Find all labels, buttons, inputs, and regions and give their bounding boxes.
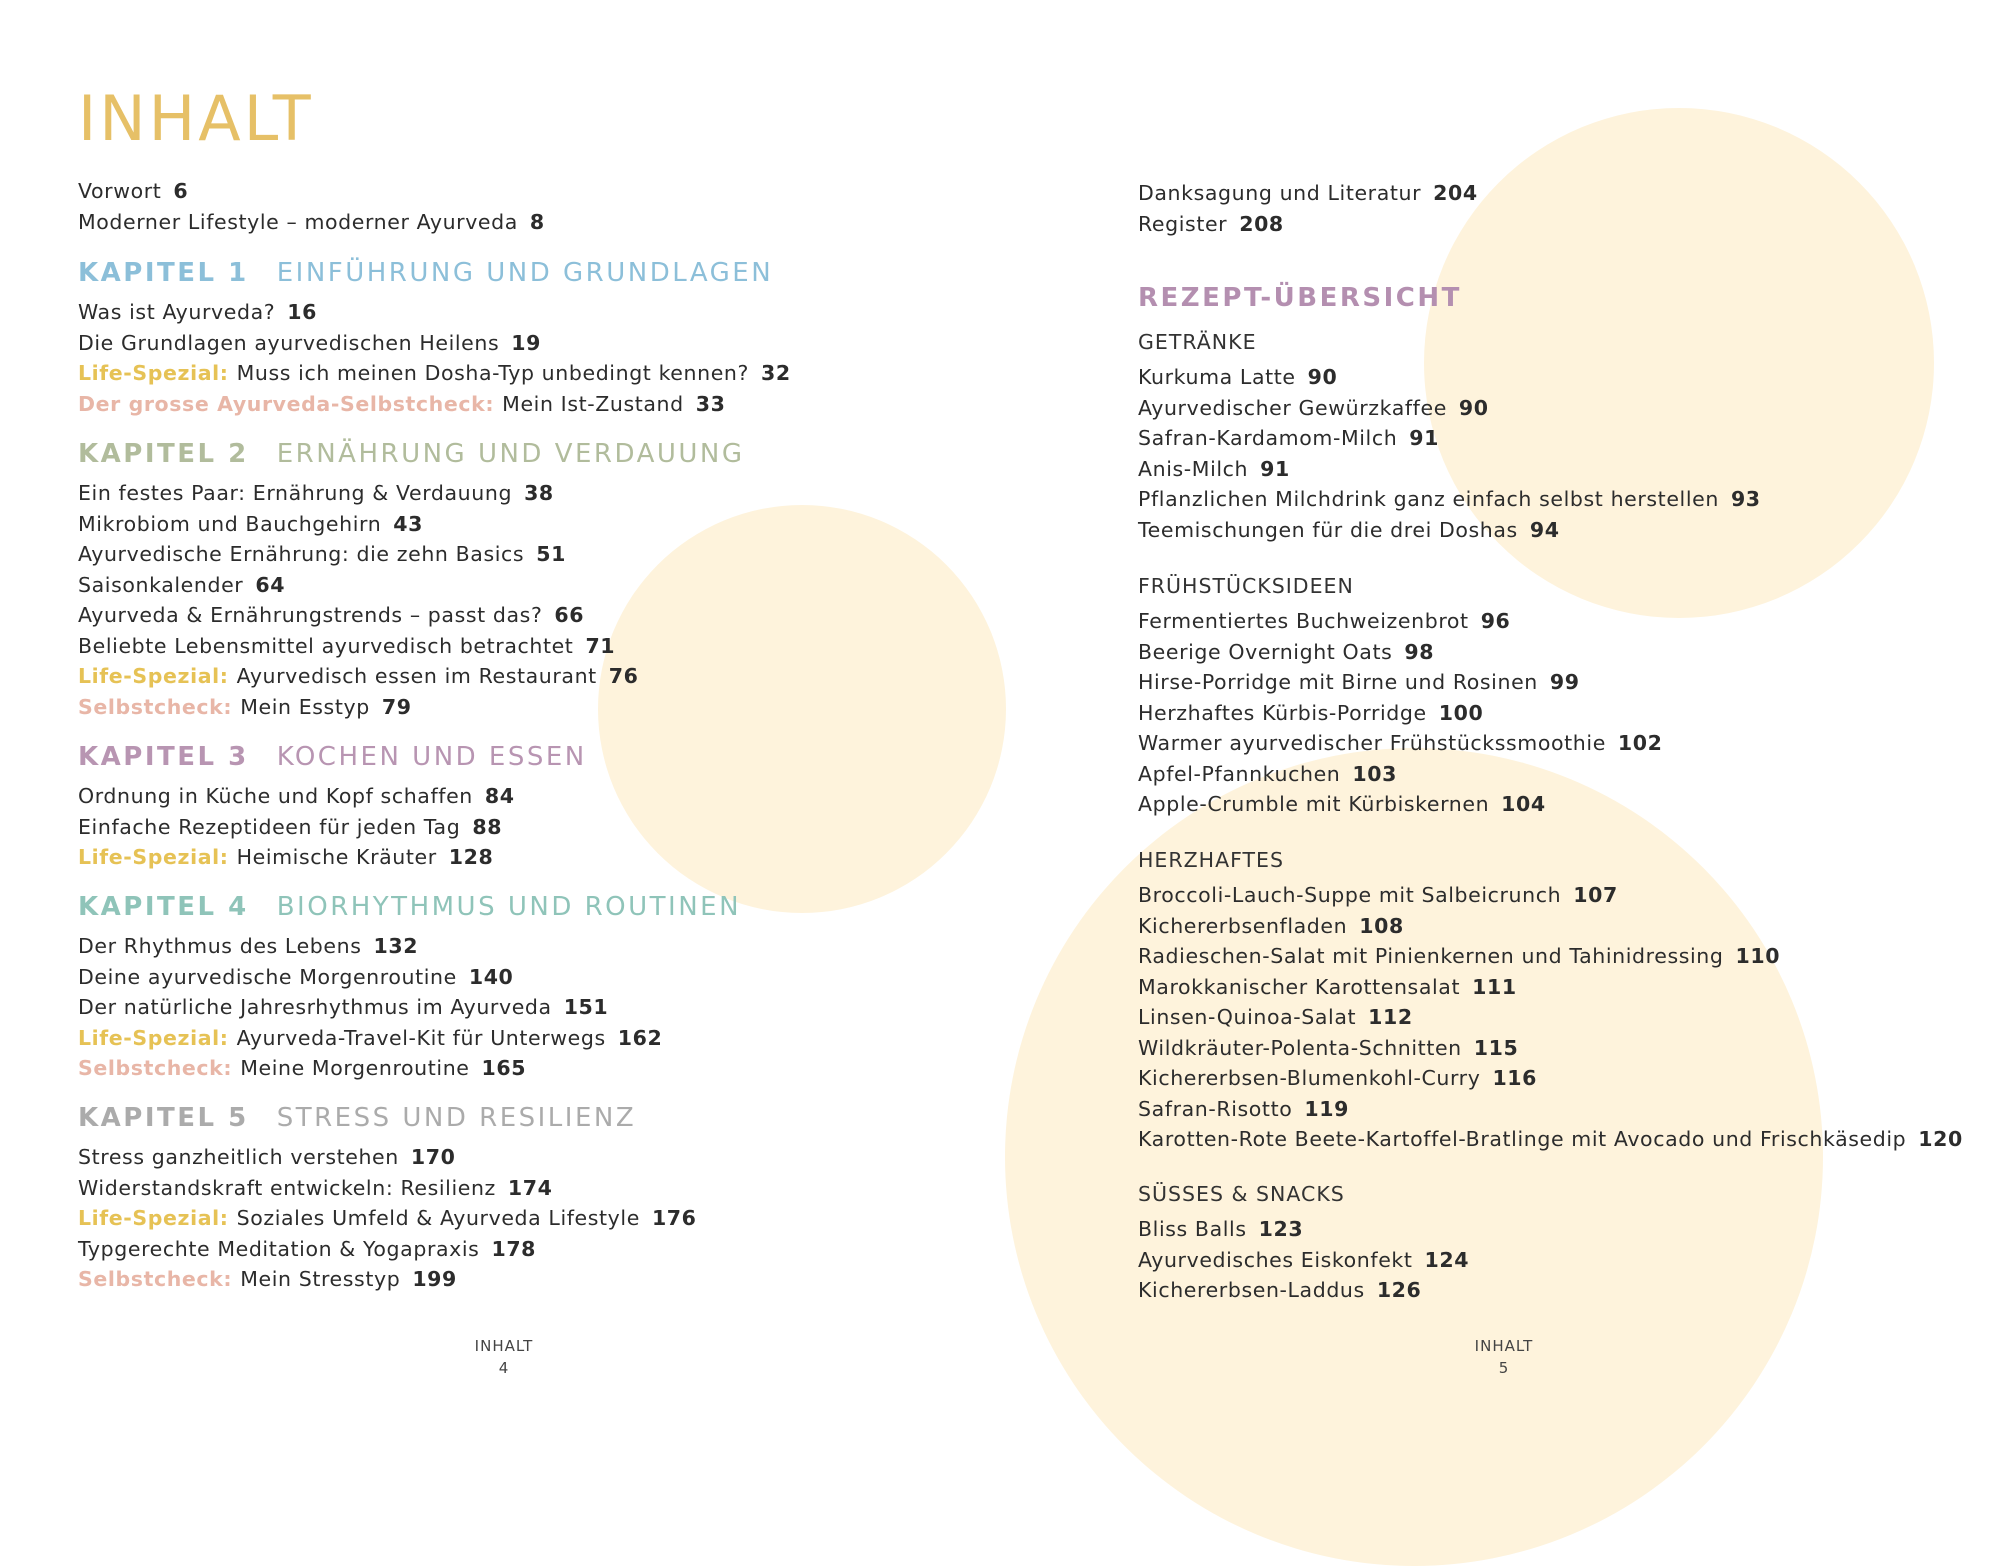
toc-entry[interactable]: Warmer ayurvedischer Frühstückssmoothie 102 [1138, 731, 1663, 755]
toc-entry[interactable]: Life-Spezial: Heimische Kräuter 128 [78, 845, 494, 869]
recipe-category [1138, 844, 1963, 1155]
page-number: 5 [1498, 1359, 1510, 1377]
chapter-heading[interactable]: KAPITEL 4 BIORHYTHMUS UND ROUTINEN [78, 892, 742, 922]
life-spezial-label: Life-Spezial: [78, 361, 229, 385]
toc-entry[interactable]: Hirse-Porridge mit Birne und Rosinen 99 [1138, 670, 1580, 694]
toc-entry[interactable]: Danksagung und Literatur 204 [1138, 181, 1478, 205]
recipe-category [1138, 1178, 1469, 1306]
toc-entry[interactable]: Herzhaftes Kürbis-Porridge 100 [1138, 700, 1484, 725]
toc-entry[interactable]: Die Grundlagen ayurvedischen Heilens 19 [78, 330, 541, 355]
toc-entry[interactable]: Deine ayurvedische Morgenroutine 140 [78, 964, 514, 989]
toc-entry[interactable]: Linsen-Quinoa-Salat 112 [1138, 1005, 1413, 1029]
toc-entry[interactable]: Saisonkalender 64 [78, 572, 286, 597]
toc-entry[interactable]: Apfel-Pfannkuchen 103 [1138, 761, 1397, 786]
life-spezial-label: Life-Spezial: [78, 664, 229, 688]
toc-entry[interactable]: Kichererbsen-Laddus 126 [1138, 1278, 1422, 1302]
page-number: 4 [498, 1359, 510, 1377]
category-heading: GETRÄNKE [1138, 330, 1257, 354]
life-spezial-label: Life-Spezial: [78, 845, 229, 869]
toc-entry[interactable]: Einfache Rezeptideen für jeden Tag 88 [78, 814, 503, 839]
intro-list [1138, 178, 1478, 239]
selbstcheck-label: Selbstcheck: [78, 694, 233, 719]
toc-entry[interactable]: Kichererbsenfladen 108 [1138, 913, 1404, 938]
toc-entry[interactable]: Stress ganzheitlich verstehen 170 [78, 1145, 456, 1169]
toc-entry[interactable]: Moderner Lifestyle – moderner Ayurveda 8 [78, 209, 545, 234]
recipe-overview-title: REZEPT-ÜBERSICHT [1138, 283, 1462, 313]
recipe-category [1138, 326, 1761, 545]
chapter-2 [78, 434, 745, 722]
chapter-heading[interactable]: KAPITEL 3 KOCHEN UND ESSEN [78, 742, 587, 772]
toc-entry[interactable]: Der grosse Ayurveda-Selbstcheck: Mein Ist-Zustand 33 [78, 391, 726, 416]
toc-entry[interactable]: Radieschen-Salat mit Pinienkernen und Tahinidressing 110 [1138, 944, 1781, 968]
toc-entry[interactable]: Beliebte Lebensmittel ayurvedisch betrachtet 71 [78, 633, 616, 658]
toc-entry[interactable]: Selbstcheck: Mein Esstyp 79 [78, 694, 412, 719]
toc-entry[interactable]: Anis-Milch 91 [1138, 456, 1290, 481]
page-footer-left [404, 1335, 604, 1379]
toc-entry[interactable]: Teemischungen für die drei Doshas 94 [1138, 517, 1560, 542]
toc-entry[interactable]: Life-Spezial: Ayurvedisch essen im Restaurant 76 [78, 664, 639, 688]
life-spezial-label: Life-Spezial: [78, 1025, 229, 1050]
toc-entry[interactable]: Pflanzlichen Milchdrink ganz einfach selbst herstellen 93 [1138, 487, 1761, 511]
chapter-1 [78, 253, 791, 419]
toc-entry[interactable]: Vorwort 6 [78, 179, 189, 203]
toc-entry[interactable]: Selbstcheck: Mein Stresstyp 199 [78, 1267, 457, 1291]
toc-entry[interactable]: Karotten-Rote Beete-Kartoffel-Bratlinge mit Avocado und Frischkäsedip 120 [1138, 1127, 1963, 1151]
page-title: INHALT [78, 82, 314, 155]
toc-entry[interactable]: Der natürliche Jahresrhythmus im Ayurveda 151 [78, 995, 609, 1019]
toc-entry[interactable]: Ordnung in Küche und Kopf schaffen 84 [78, 784, 515, 808]
toc-entry[interactable]: Broccoli-Lauch-Suppe mit Salbeicrunch 107 [1138, 883, 1618, 907]
toc-entry[interactable]: Register 208 [1138, 211, 1284, 236]
footer-label: INHALT [1474, 1337, 1534, 1355]
toc-entry[interactable]: Marokkanischer Karottensalat 111 [1138, 974, 1517, 999]
toc-entry[interactable]: Beerige Overnight Oats 98 [1138, 639, 1435, 664]
page-footer-right [1404, 1335, 1604, 1379]
toc-entry[interactable]: Ein festes Paar: Ernährung & Verdauung 38 [78, 481, 554, 505]
chapter-4 [78, 887, 741, 1084]
toc-entry[interactable]: Der Rhythmus des Lebens 132 [78, 934, 419, 958]
toc-entry[interactable]: Bliss Balls 123 [1138, 1217, 1304, 1241]
toc-entry[interactable]: Fermentiertes Buchweizenbrot 96 [1138, 609, 1511, 633]
toc-entry[interactable]: Life-Spezial: Muss ich meinen Dosha-Typ unbedingt kennen? 32 [78, 361, 791, 385]
left-page [78, 0, 978, 1412]
selbstcheck-label: Selbstcheck: [78, 1267, 233, 1291]
chapter-heading[interactable]: KAPITEL 5 STRESS UND RESILIENZ [78, 1103, 637, 1133]
toc-entry[interactable]: Wildkräuter-Polenta-Schnitten 115 [1138, 1035, 1519, 1060]
toc-entry[interactable]: Kurkuma Latte 90 [1138, 365, 1338, 389]
toc-entry[interactable]: Ayurvedisches Eiskonfekt 124 [1138, 1247, 1470, 1272]
category-heading: FRÜHSTÜCKSIDEEN [1138, 574, 1354, 598]
life-spezial-label: Life-Spezial: [78, 1206, 229, 1230]
selbstcheck-label: Selbstcheck: [78, 1056, 233, 1080]
recipe-category [1138, 570, 1663, 820]
intro-list [78, 176, 545, 237]
toc-entry[interactable]: Selbstcheck: Meine Morgenroutine 165 [78, 1056, 527, 1080]
selbstcheck-label: Der grosse Ayurveda-Selbstcheck: [78, 391, 495, 416]
category-heading: HERZHAFTES [1138, 848, 1285, 872]
toc-entry[interactable]: Ayurveda & Ernährungstrends – passt das? 66 [78, 603, 585, 627]
chapter-3 [78, 737, 587, 873]
category-heading: SÜSSES & SNACKS [1138, 1182, 1345, 1206]
chapter-heading[interactable]: KAPITEL 1 EINFÜHRUNG UND GRUNDLAGEN [78, 258, 774, 288]
toc-entry[interactable]: Life-Spezial: Soziales Umfeld & Ayurveda Lifestyle 176 [78, 1206, 697, 1230]
toc-entry[interactable]: Life-Spezial: Ayurveda-Travel-Kit für Unterwegs 162 [78, 1025, 663, 1050]
toc-entry[interactable]: Ayurvedischer Gewürzkaffee 90 [1138, 395, 1489, 420]
toc-entry[interactable]: Apple-Crumble mit Kürbiskernen 104 [1138, 792, 1546, 816]
chapter-heading[interactable]: KAPITEL 2 ERNÄHRUNG UND VERDAUUNG [78, 439, 745, 469]
toc-entry[interactable]: Mikrobiom und Bauchgehirn 43 [78, 511, 424, 536]
right-page [1138, 0, 1988, 1412]
toc-entry[interactable]: Typgerechte Meditation & Yogapraxis 178 [78, 1236, 537, 1261]
toc-entry[interactable]: Safran-Kardamom-Milch 91 [1138, 426, 1440, 450]
toc-entry[interactable]: Ayurvedische Ernährung: die zehn Basics 51 [78, 542, 566, 566]
toc-entry[interactable]: Widerstandskraft entwickeln: Resilienz 174 [78, 1175, 553, 1200]
toc-entry[interactable]: Kichererbsen-Blumenkohl-Curry 116 [1138, 1066, 1538, 1090]
footer-label: INHALT [474, 1337, 534, 1355]
toc-entry[interactable]: Safran-Risotto 119 [1138, 1096, 1349, 1121]
chapter-5 [78, 1098, 697, 1295]
toc-entry[interactable]: Was ist Ayurveda? 16 [78, 300, 317, 324]
